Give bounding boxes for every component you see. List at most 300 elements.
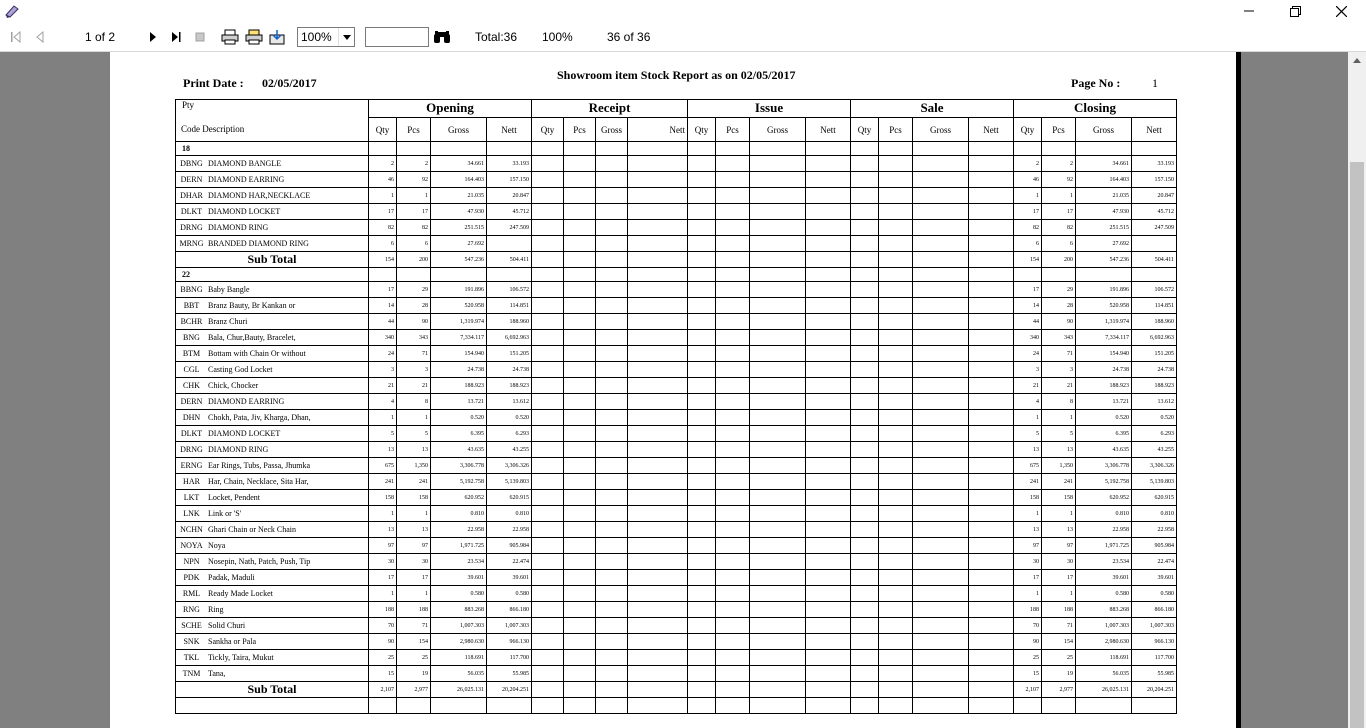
find-button[interactable]: [432, 26, 452, 48]
opening-gross-cell: 0.580: [431, 586, 487, 602]
closing-nett-cell: 24.738: [1132, 362, 1177, 378]
empty-cell: [628, 156, 688, 172]
column-header-sale-gross: Gross: [913, 118, 969, 142]
page-indicator: 1 of 2: [85, 30, 116, 44]
closing-pcs-cell: 71: [1042, 346, 1076, 362]
table-row: [176, 602, 1177, 618]
table-row: [176, 378, 1177, 394]
empty-cell: [688, 268, 716, 282]
opening-qty-cell: 4: [369, 394, 397, 410]
empty-cell: [879, 252, 913, 268]
section-header-sale: Sale: [851, 100, 1014, 118]
empty-cell: [716, 586, 750, 602]
empty-cell: [564, 410, 596, 426]
last-page-button[interactable]: [167, 26, 185, 48]
first-page-icon: [10, 30, 22, 44]
close-icon: [1336, 6, 1347, 17]
column-header-issue-gross: Gross: [750, 118, 806, 142]
print-button[interactable]: [220, 26, 240, 48]
empty-cell: [806, 236, 851, 252]
closing-gross-cell: 6.395: [1076, 426, 1132, 442]
empty-cell: [806, 220, 851, 236]
empty-cell: [628, 586, 688, 602]
opening-nett-cell: 247.509: [487, 220, 532, 236]
empty-cell: [913, 426, 969, 442]
empty-cell: [688, 156, 716, 172]
empty-cell: [716, 682, 750, 698]
empty-cell: [750, 188, 806, 204]
empty-cell: [879, 204, 913, 220]
empty-cell: [851, 682, 879, 698]
empty-cell: [750, 602, 806, 618]
opening-gross-cell: 883.268: [431, 602, 487, 618]
opening-nett-cell: 3,306.326: [487, 458, 532, 474]
empty-cell: [969, 682, 1014, 698]
closing-gross-cell: 22.958: [1076, 522, 1132, 538]
opening-gross-cell: 34.661: [431, 156, 487, 172]
empty-cell: [879, 682, 913, 698]
empty-cell: [688, 142, 716, 156]
empty-cell: [969, 204, 1014, 220]
empty-cell: [564, 156, 596, 172]
empty-cell: [716, 268, 750, 282]
first-page-button[interactable]: [7, 26, 25, 48]
item-description: Chick, Chocker: [208, 381, 259, 390]
stop-button[interactable]: [191, 26, 209, 48]
empty-cell: [806, 442, 851, 458]
opening-gross-cell: 0.520: [431, 410, 487, 426]
maximize-button[interactable]: [1272, 0, 1318, 22]
empty-cell: [913, 346, 969, 362]
opening-gross-cell: 23.534: [431, 554, 487, 570]
opening-qty-cell: 46: [369, 172, 397, 188]
item-description: Ring: [208, 605, 224, 614]
empty-cell: [969, 698, 1014, 714]
empty-cell: [1132, 142, 1177, 156]
opening-gross-cell: 56.035: [431, 666, 487, 682]
closing-qty-cell: 2: [1014, 156, 1042, 172]
closing-qty-cell: 241: [1014, 474, 1042, 490]
closing-pcs-cell: 13: [1042, 522, 1076, 538]
empty-cell: [596, 698, 628, 714]
opening-qty-cell: 5: [369, 426, 397, 442]
empty-cell: [532, 698, 564, 714]
empty-cell: [628, 506, 688, 522]
opening-gross-cell: 191.896: [431, 282, 487, 298]
empty-cell: [716, 506, 750, 522]
empty-cell: [487, 142, 532, 156]
opening-nett-cell: 55.985: [487, 666, 532, 682]
closing-gross-cell: 5,192.758: [1076, 474, 1132, 490]
empty-cell: [806, 506, 851, 522]
empty-cell: [564, 236, 596, 252]
closing-pcs-cell: 154: [1042, 634, 1076, 650]
blank-row: [176, 698, 1177, 714]
closing-nett-cell: 33.193: [1132, 156, 1177, 172]
empty-cell: [969, 442, 1014, 458]
closing-gross-cell: 251.515: [1076, 220, 1132, 236]
empty-cell: [851, 236, 879, 252]
empty-cell: [688, 172, 716, 188]
empty-cell: [716, 410, 750, 426]
empty-cell: [628, 650, 688, 666]
closing-nett-cell: 247.509: [1132, 220, 1177, 236]
opening-pcs-cell: 71: [397, 346, 431, 362]
empty-cell: [806, 682, 851, 698]
empty-cell: [806, 570, 851, 586]
opening-qty-cell: 24: [369, 346, 397, 362]
empty-cell: [564, 698, 596, 714]
table-row: [176, 236, 1177, 252]
empty-cell: [564, 314, 596, 330]
empty-cell: [688, 314, 716, 330]
empty-cell: [969, 570, 1014, 586]
item-description-cell: [176, 330, 369, 346]
empty-cell: [851, 220, 879, 236]
empty-cell: [879, 172, 913, 188]
closing-pcs-cell: 1: [1042, 586, 1076, 602]
previous-page-button[interactable]: [31, 26, 49, 48]
vertical-scrollbar[interactable]: [1348, 52, 1366, 728]
opening-gross-cell: 3,306.778: [431, 458, 487, 474]
empty-cell: [688, 204, 716, 220]
empty-cell: [969, 602, 1014, 618]
closing-nett-cell: 45.712: [1132, 204, 1177, 220]
empty-cell: [688, 458, 716, 474]
zoom-select[interactable]: [297, 27, 355, 47]
empty-cell: [750, 426, 806, 442]
opening-nett-cell: 114.851: [487, 298, 532, 314]
empty-cell: [969, 666, 1014, 682]
empty-cell: [879, 506, 913, 522]
closing-pcs-cell: 1,350: [1042, 458, 1076, 474]
empty-cell: [879, 330, 913, 346]
item-code: RML: [182, 589, 201, 598]
item-description: Locket, Pendent: [208, 493, 260, 502]
empty-cell: [716, 458, 750, 474]
empty-cell: [879, 268, 913, 282]
empty-cell: [532, 666, 564, 682]
empty-cell: [879, 298, 913, 314]
empty-cell: [532, 142, 564, 156]
column-header-issue-pcs: Pcs: [716, 118, 750, 142]
empty-cell: [688, 442, 716, 458]
empty-cell: [564, 172, 596, 188]
empty-cell: [564, 394, 596, 410]
empty-cell: [806, 634, 851, 650]
empty-cell: [1132, 268, 1177, 282]
empty-cell: [596, 156, 628, 172]
item-description: BRANDED DIAMOND RING: [208, 239, 309, 248]
empty-cell: [628, 236, 688, 252]
closing-pcs-cell: 241: [1042, 474, 1076, 490]
opening-pcs-cell: 1: [397, 410, 431, 426]
closing-nett-cell: 3,306.326: [1132, 458, 1177, 474]
item-code: NCHN: [180, 525, 203, 534]
closing-gross-cell: 0.580: [1076, 586, 1132, 602]
closing-gross-cell: 883.268: [1076, 602, 1132, 618]
empty-cell: [688, 394, 716, 410]
close-button[interactable]: [1318, 0, 1364, 22]
item-description-cell: [176, 172, 369, 188]
empty-cell: [596, 682, 628, 698]
print-date-label: Print Date :: [183, 76, 244, 90]
closing-gross-cell: 24.738: [1076, 362, 1132, 378]
empty-cell: [564, 378, 596, 394]
empty-cell: [532, 602, 564, 618]
empty-cell: [750, 618, 806, 634]
empty-cell: [532, 314, 564, 330]
item-description-cell: [176, 298, 369, 314]
empty-cell: [596, 474, 628, 490]
opening-qty-cell: 90: [369, 634, 397, 650]
closing-qty-cell: 1: [1014, 410, 1042, 426]
closing-gross-cell: 21.035: [1076, 188, 1132, 204]
closing-pcs-cell: 6: [1042, 236, 1076, 252]
empty-cell: [532, 282, 564, 298]
opening-subtotal-pcs-cell: 200: [397, 252, 431, 268]
empty-cell: [688, 474, 716, 490]
opening-pcs-cell: 241: [397, 474, 431, 490]
closing-gross-cell: 2,980.630: [1076, 634, 1132, 650]
opening-qty-cell: 2: [369, 156, 397, 172]
opening-qty-cell: 17: [369, 204, 397, 220]
closing-pcs-cell: 5: [1042, 426, 1076, 442]
empty-cell: [564, 362, 596, 378]
scroll-thumb[interactable]: [1350, 162, 1364, 728]
empty-cell: [596, 490, 628, 506]
closing-gross-cell: 1,971.725: [1076, 538, 1132, 554]
print-setup-button[interactable]: [244, 26, 264, 48]
empty-cell: [913, 506, 969, 522]
item-description-cell: [176, 458, 369, 474]
empty-cell: [716, 378, 750, 394]
item-code: TKL: [183, 653, 200, 662]
empty-cell: [851, 634, 879, 650]
empty-cell: [851, 156, 879, 172]
opening-pcs-cell: 97: [397, 538, 431, 554]
empty-cell: [596, 252, 628, 268]
search-input[interactable]: [365, 27, 429, 47]
empty-cell: [969, 410, 1014, 426]
item-description-cell: [176, 538, 369, 554]
empty-cell: [596, 142, 628, 156]
empty-cell: [806, 188, 851, 204]
column-header-opening-qty: Qty: [369, 118, 397, 142]
empty-cell: [532, 378, 564, 394]
opening-pcs-cell: 8: [397, 394, 431, 410]
column-header-receipt-qty: Qty: [532, 118, 564, 142]
closing-nett-cell: 22.474: [1132, 554, 1177, 570]
empty-cell: [596, 394, 628, 410]
empty-cell: [851, 142, 879, 156]
chevron-down-icon[interactable]: [338, 28, 354, 46]
empty-cell: [851, 698, 879, 714]
empty-cell: [851, 188, 879, 204]
toolbar: [0, 22, 1366, 52]
zoom-percent-label: 100%: [542, 30, 573, 44]
empty-cell: [851, 314, 879, 330]
empty-cell: [851, 538, 879, 554]
empty-cell: [716, 252, 750, 268]
opening-pcs-cell: 30: [397, 554, 431, 570]
table-row: [176, 570, 1177, 586]
empty-cell: [806, 268, 851, 282]
item-code: CHK: [183, 381, 200, 390]
empty-cell: [628, 142, 688, 156]
section-header-receipt: Receipt: [532, 100, 688, 118]
empty-cell: [596, 426, 628, 442]
empty-cell: [851, 204, 879, 220]
minimize-icon: [1244, 6, 1254, 16]
empty-cell: [596, 220, 628, 236]
empty-cell: [879, 474, 913, 490]
empty-cell: [596, 458, 628, 474]
closing-pcs-cell: 25: [1042, 650, 1076, 666]
empty-cell: [879, 236, 913, 252]
empty-cell: [564, 682, 596, 698]
empty-cell: [716, 346, 750, 362]
empty-cell: [628, 362, 688, 378]
scroll-up-button[interactable]: [1348, 52, 1366, 69]
empty-cell: [969, 156, 1014, 172]
next-page-button[interactable]: [144, 26, 162, 48]
opening-qty-cell: 1: [369, 188, 397, 204]
empty-cell: [969, 282, 1014, 298]
opening-gross-cell: 5,192.758: [431, 474, 487, 490]
empty-cell: [628, 538, 688, 554]
closing-qty-cell: 1: [1014, 506, 1042, 522]
table-row: [176, 156, 1177, 172]
empty-cell: [628, 394, 688, 410]
closing-nett-cell: 20.847: [1132, 188, 1177, 204]
opening-pcs-cell: 343: [397, 330, 431, 346]
empty-cell: [969, 506, 1014, 522]
empty-cell: [532, 426, 564, 442]
closing-nett-cell: 106.572: [1132, 282, 1177, 298]
item-code: DERN: [180, 175, 203, 184]
empty-cell: [913, 188, 969, 204]
empty-cell: [969, 252, 1014, 268]
empty-cell: [806, 298, 851, 314]
empty-cell: [913, 666, 969, 682]
empty-cell: [431, 268, 487, 282]
last-page-icon: [170, 30, 182, 44]
empty-cell: [716, 474, 750, 490]
empty-cell: [716, 554, 750, 570]
empty-cell: [879, 442, 913, 458]
empty-cell: [564, 666, 596, 682]
item-description: DIAMOND EARRING: [208, 397, 285, 406]
empty-cell: [969, 330, 1014, 346]
empty-cell: [176, 698, 369, 714]
column-header-opening-nett: Nett: [487, 118, 532, 142]
opening-nett-cell: [487, 236, 532, 252]
empty-cell: [879, 156, 913, 172]
empty-cell: [879, 522, 913, 538]
empty-cell: [969, 618, 1014, 634]
empty-cell: [688, 188, 716, 204]
empty-cell: [532, 298, 564, 314]
table-row: [176, 204, 1177, 220]
empty-cell: [969, 346, 1014, 362]
empty-cell: [806, 650, 851, 666]
empty-cell: [913, 252, 969, 268]
empty-cell: [851, 426, 879, 442]
empty-cell: [596, 172, 628, 188]
empty-cell: [564, 474, 596, 490]
opening-pcs-cell: 28: [397, 298, 431, 314]
table-row: [176, 490, 1177, 506]
print-date-value: 02/05/2017: [262, 76, 317, 90]
empty-cell: [532, 410, 564, 426]
opening-subtotal-gross-cell: 26,025.131: [431, 682, 487, 698]
empty-cell: [750, 298, 806, 314]
opening-nett-cell: 157.150: [487, 172, 532, 188]
opening-qty-cell: 6: [369, 236, 397, 252]
item-description-cell: [176, 506, 369, 522]
opening-pcs-cell: 1: [397, 188, 431, 204]
empty-cell: [532, 490, 564, 506]
closing-pcs-cell: 17: [1042, 570, 1076, 586]
empty-cell: [879, 410, 913, 426]
empty-cell: [851, 394, 879, 410]
item-code: PDK: [183, 573, 200, 582]
empty-cell: [596, 188, 628, 204]
item-description-cell: [176, 220, 369, 236]
closing-pcs-cell: 21: [1042, 378, 1076, 394]
closing-gross-cell: 13.721: [1076, 394, 1132, 410]
opening-gross-cell: 1,319.974: [431, 314, 487, 330]
item-description: Padak, Maduli: [208, 573, 255, 582]
minimize-button[interactable]: [1226, 0, 1272, 22]
page-shadow: [1236, 52, 1241, 728]
empty-cell: [851, 442, 879, 458]
empty-cell: [397, 142, 431, 156]
item-description-cell: [176, 570, 369, 586]
total-label: Total:36: [475, 30, 518, 44]
empty-cell: [969, 522, 1014, 538]
subtotal-row: [176, 682, 1177, 698]
export-button[interactable]: [267, 26, 287, 48]
empty-cell: [564, 282, 596, 298]
closing-nett-cell: 0.810: [1132, 506, 1177, 522]
empty-cell: [596, 666, 628, 682]
item-description: DIAMOND LOCKET: [208, 429, 281, 438]
table-row: [176, 474, 1177, 490]
opening-qty-cell: 340: [369, 330, 397, 346]
column-header-issue-qty: Qty: [688, 118, 716, 142]
report-title: Showroom item Stock Report as on 02/05/2017: [557, 68, 796, 82]
empty-cell: [969, 394, 1014, 410]
empty-cell: [750, 362, 806, 378]
closing-qty-cell: 340: [1014, 330, 1042, 346]
empty-cell: [913, 538, 969, 554]
empty-cell: [716, 570, 750, 586]
closing-pcs-cell: 1: [1042, 188, 1076, 204]
previous-page-icon: [34, 30, 46, 44]
empty-cell: [716, 142, 750, 156]
empty-cell: [596, 602, 628, 618]
empty-cell: [851, 650, 879, 666]
empty-cell: [688, 490, 716, 506]
opening-qty-cell: 675: [369, 458, 397, 474]
empty-cell: [806, 618, 851, 634]
opening-qty-cell: 14: [369, 298, 397, 314]
empty-cell: [851, 346, 879, 362]
empty-cell: [913, 268, 969, 282]
opening-pcs-cell: 1,350: [397, 458, 431, 474]
